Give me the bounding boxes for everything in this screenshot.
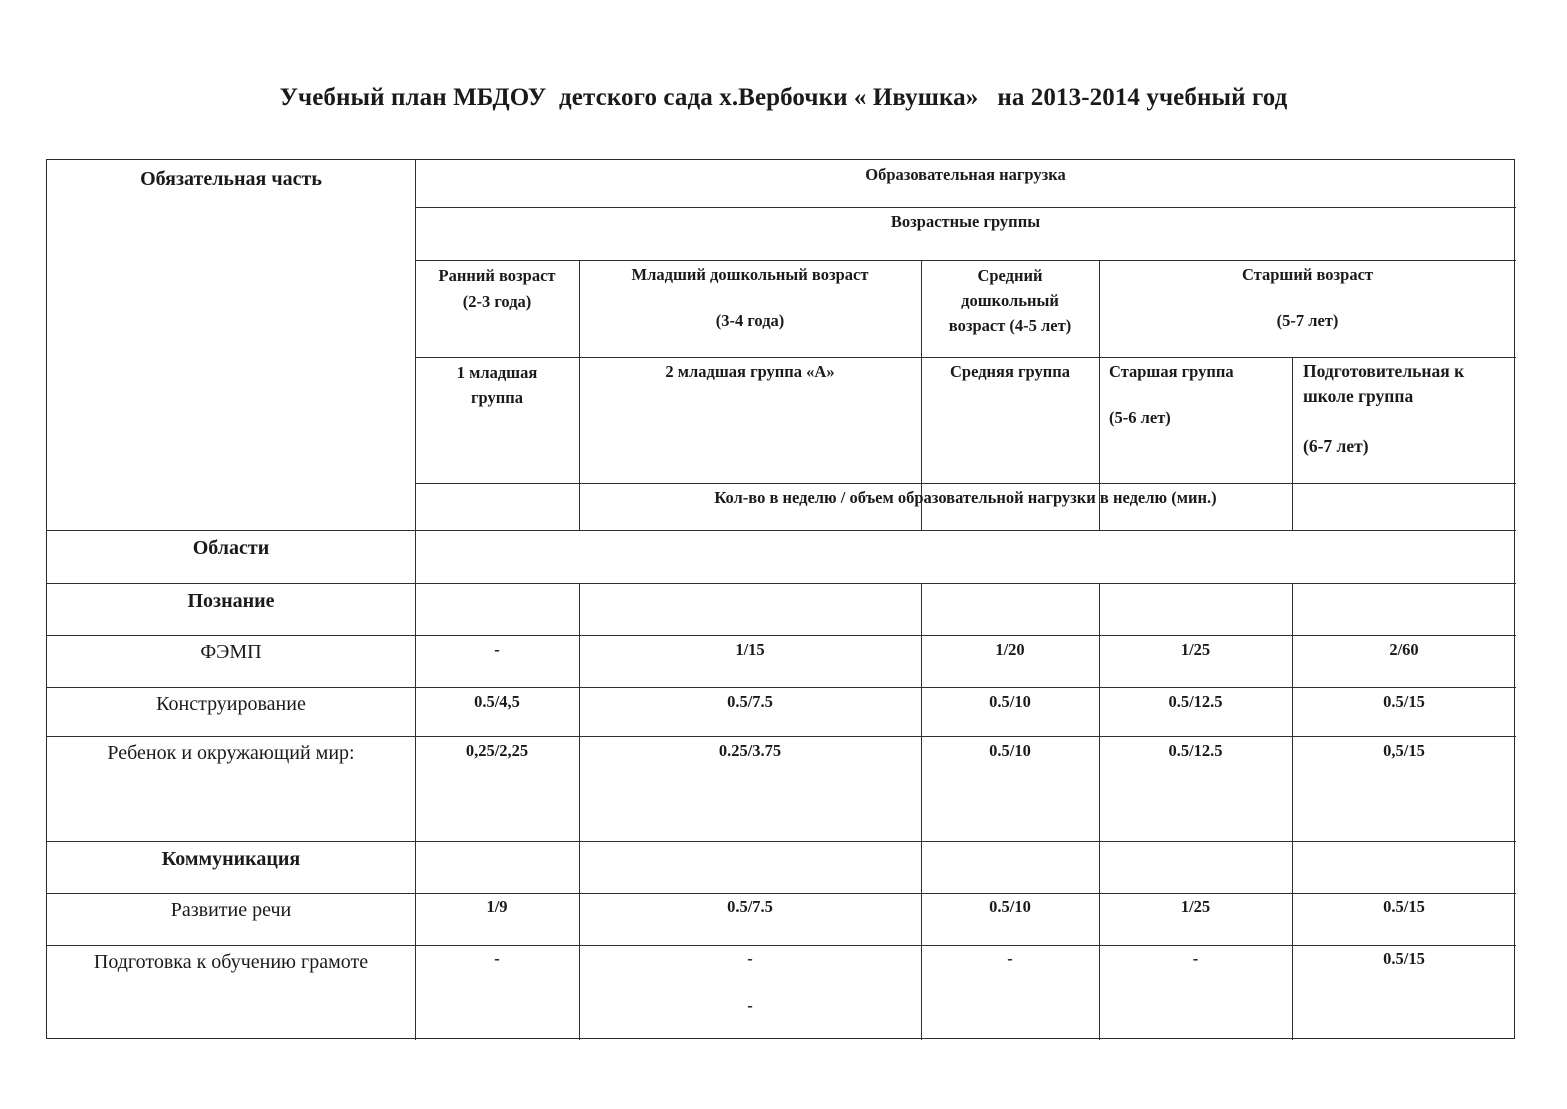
weekly-load-note: Кол-во в неделю / объем образовательной нагрузки в неделю (мин.) <box>714 488 1217 507</box>
table-cell: 0.5/10 <box>989 692 1031 711</box>
table-cell: 1/25 <box>1180 897 1211 916</box>
row-label: Развитие речи <box>170 899 292 921</box>
group-header-2-junior: 2 младшая группа «А» <box>665 362 835 381</box>
table-cell: 0.5/12.5 <box>1168 741 1223 760</box>
row-label: ФЭМП <box>200 641 262 663</box>
age-groups-header: Возрастные группы <box>890 212 1041 231</box>
age-header-early: Ранний возраст (2-3 года) <box>438 266 556 311</box>
table-cell: 0.5/7.5 <box>727 897 773 916</box>
grid-line <box>47 530 1516 531</box>
table-cell: 0.5/10 <box>989 897 1031 916</box>
table-cell: 0.5/15 <box>1383 897 1425 916</box>
table-cell: - <box>494 949 500 968</box>
table-cell: 1/25 <box>1180 640 1211 659</box>
table-cell-extra: - <box>747 996 753 1015</box>
table-cell: 1/15 <box>735 640 765 659</box>
group-header-1-junior: 1 младшая группа <box>456 363 538 407</box>
row-label: Конструирование <box>156 693 306 715</box>
curriculum-table <box>46 159 1515 1039</box>
age-header-middle: Средний дошкольный возраст (4-5 лет) <box>948 266 1072 335</box>
grid-line <box>47 583 1516 584</box>
table-cell: - <box>747 949 753 968</box>
row-label: Подготовка к обучению грамоте <box>93 951 369 973</box>
table-cell: 0.5/7.5 <box>727 692 773 711</box>
section-cognition: Познание <box>187 590 275 612</box>
table-cell: - <box>1192 949 1199 968</box>
section-areas: Области <box>192 537 270 559</box>
group-header-senior: Старшая группа (5-6 лет) <box>1109 362 1234 427</box>
table-cell: - <box>494 640 500 659</box>
row-label: Ребенок и окружающий мир: <box>107 742 355 764</box>
group-header-preparatory: Подготовительная к школе группа (6-7 лет) <box>1303 361 1465 456</box>
table-cell: 0,5/15 <box>1383 741 1425 760</box>
age-header-senior: Старший возраст (5-7 лет) <box>1241 265 1374 330</box>
table-cell: 1/20 <box>995 640 1025 659</box>
table-cell: 0.5/4,5 <box>474 692 520 711</box>
table-cell: 0,25/2,25 <box>465 741 529 760</box>
group-header-middle: Средняя группа <box>950 362 1070 381</box>
grid-line <box>47 841 1516 842</box>
mandatory-part-header: Обязательная часть <box>140 168 322 190</box>
age-header-junior: Младший дошкольный возраст (3-4 года) <box>631 265 869 330</box>
table-cell: 0.25/3.75 <box>718 741 782 760</box>
grid-line <box>415 207 1516 208</box>
table-cell: 0.5/10 <box>989 741 1031 760</box>
table-cell: 0.5/15 <box>1383 949 1425 968</box>
table-cell: 0.5/12.5 <box>1168 692 1223 711</box>
table-cell: 1/9 <box>486 897 508 916</box>
table-cell: - <box>1007 949 1013 968</box>
educational-load-header: Образовательная нагрузка <box>865 165 1066 184</box>
table-cell: 0.5/15 <box>1383 692 1425 711</box>
table-cell: 2/60 <box>1389 640 1419 659</box>
section-communication: Коммуникация <box>161 848 301 870</box>
page-title: Учебный план МБДОУ детского сада х.Вербочки « Ивушка» на 2013-2014 учебный год <box>279 84 1288 111</box>
